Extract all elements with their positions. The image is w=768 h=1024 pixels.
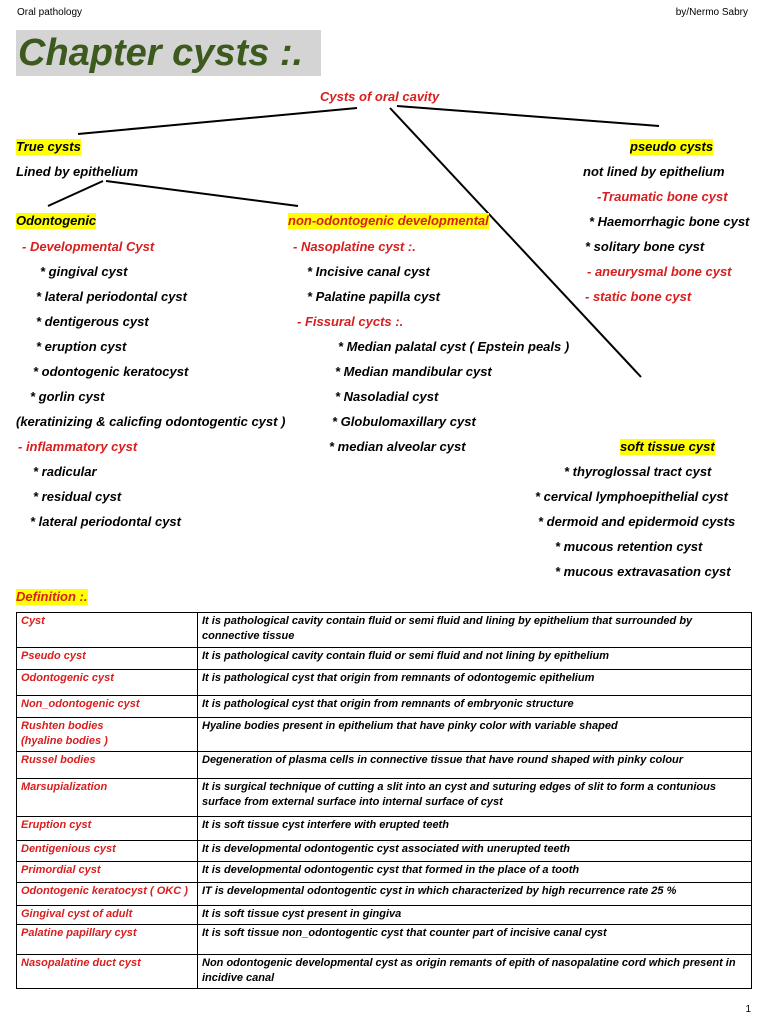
definition-text: It is soft tissue cyst present in gingiva [198,906,752,925]
definition-text: It is developmental odontogentic cyst associated with unerupted teeth [198,841,752,862]
definition-text: Hyaline bodies present in epithelium that have pinky color with variable shaped [198,718,752,752]
definition-text: It is pathological cyst that origin from remnants of embryonic structure [198,696,752,718]
definitions-table [16,612,752,989]
definition-text: It is pathological cyst that origin from remnants of odontogemic epithelium [198,670,752,696]
definition-term: Odontogenic cyst [17,670,198,696]
line-to-true-cysts [78,108,357,134]
fissural-item: * Globulomaxillary cyst [332,414,476,429]
definition-term: Pseudo cyst [17,648,198,670]
table-row [17,696,752,718]
soft-tissue-item: * thyroglossal tract cyst [564,464,712,479]
page-number: 1 [745,1004,751,1015]
table-row [17,883,752,906]
table-row [17,752,752,779]
soft-tissue-item: * cervical lymphoepithelial cyst [535,489,728,504]
table-row [17,906,752,925]
definition-text: It is soft tissue cyst interfere with erupted teeth [198,817,752,841]
fissural-item: * Median palatal cyst ( Epstein peals ) [338,339,570,354]
table-row [17,613,752,648]
inflammatory-item: * lateral periodontal cyst [30,514,181,529]
odontogenic-item: * dentigerous cyst [36,314,149,329]
pseudo-item: * Haemorrhagic bone cyst [589,214,750,229]
table-row [17,925,752,955]
definition-term: Rushten bodies (hyaline bodies ) [17,718,198,752]
odontogenic-item: * gingival cyst [40,264,128,279]
definition-term: Primordial cyst [17,862,198,883]
root-node: Cysts of oral cavity [320,89,440,104]
non-odontogenic-label: non-odontogenic developmental [288,213,489,228]
table-row [17,779,752,817]
fissural-item: * median alveolar cyst [329,439,466,454]
odontogenic-item: * odontogenic keratocyst [33,364,189,379]
definition-term: Eruption cyst [17,817,198,841]
line-to-odontogenic [48,181,103,206]
table-row [17,670,752,696]
definition-heading: Definition :. [16,589,88,604]
table-row [17,955,752,989]
true-cysts-desc: Lined by epithelium [16,164,139,179]
definition-text: It is developmental odontogentic cyst that formed in the place of a tooth [198,862,752,883]
odontogenic-item: * gorlin cyst [30,389,105,404]
odontogenic-label: Odontogenic [16,213,97,228]
definition-text: Degeneration of plasma cells in connective tissue that have round shaped with pinky colour [198,752,752,779]
line-to-non-odontogenic [106,181,298,206]
definition-term: Odontogenic keratocyst ( OKC ) [17,883,198,906]
table-row [17,841,752,862]
definition-term: Russel bodies [17,752,198,779]
inflammatory-heading: - inflammatory cyst [18,439,138,454]
pseudo-cysts-label: pseudo cysts [630,139,714,154]
pseudo-item: - static bone cyst [585,289,692,304]
odontogenic-item: * lateral periodontal cyst [36,289,187,304]
definition-text: Non odontogenic developmental cyst as origin remants of epith of nasopalatine cord which present in incidive canal [198,955,752,989]
table-row [17,718,752,752]
pseudo-item: - aneurysmal bone cyst [587,264,732,279]
page-title: Chapter cysts :. [16,30,321,76]
nasopalatine-item: * Palatine papilla cyst [307,289,440,304]
definition-term: Non_odontogenic cyst [17,696,198,718]
pseudo-item: * solitary bone cyst [585,239,705,254]
inflammatory-item: * radicular [33,464,97,479]
table-row [17,862,752,883]
definition-text: It is soft tissue non_odontogentic cyst that counter part of incisive canal cyst [198,925,752,955]
fissural-heading: - Fissural cycts :. [297,314,404,329]
true-cysts-label: True cysts [16,139,81,154]
soft-tissue-item: * mucous retention cyst [555,539,703,554]
table-row [17,817,752,841]
pseudo-cysts-desc: not lined by epithelium [583,164,725,179]
soft-tissue-item: * dermoid and epidermoid cysts [538,514,736,529]
developmental-heading: - Developmental Cyst [22,239,155,254]
nasopalatine-heading: - Nasoplatine cyst :. [293,239,416,254]
fissural-item: * Nasoladial cyst [335,389,439,404]
definition-term: Nasopalatine duct cyst [17,955,198,989]
definition-term: Gingival cyst of adult [17,906,198,925]
nasopalatine-item: * Incisive canal cyst [307,264,430,279]
header-right: by/Nermo Sabry [675,7,748,18]
definition-term: Cyst [17,613,198,648]
soft-tissue-label: soft tissue cyst [620,439,715,454]
pseudo-item: -Traumatic bone cyst [597,189,728,204]
definition-term: Palatine papillary cyst [17,925,198,955]
table-row [17,648,752,670]
soft-tissue-item: * mucous extravasation cyst [555,564,731,579]
odontogenic-item: * eruption cyst [36,339,127,354]
gorlin-note: (keratinizing & calicfing odontogentic cyst ) [16,414,286,429]
definition-text: It is pathological cavity contain fluid or semi fluid and not lining by epithelium [198,648,752,670]
inflammatory-item: * residual cyst [33,489,122,504]
header-left: Oral pathology [17,7,83,18]
fissural-item: * Median mandibular cyst [335,364,492,379]
definition-text: It is pathological cavity contain fluid or semi fluid and lining by epithelium that surrounded by connective tissue [198,613,752,648]
definition-term: Dentigenious cyst [17,841,198,862]
definition-text: IT is developmental odontogentic cyst in which characterized by high recurrence rate 25 % [198,883,752,906]
definition-text: It is surgical technique of cutting a slit into an cyst and suturing edges of slit to form a contunious surface from external surface into internal surface of cyst [198,779,752,817]
line-to-pseudo-cysts [397,106,659,126]
definition-term: Marsupialization [17,779,198,817]
